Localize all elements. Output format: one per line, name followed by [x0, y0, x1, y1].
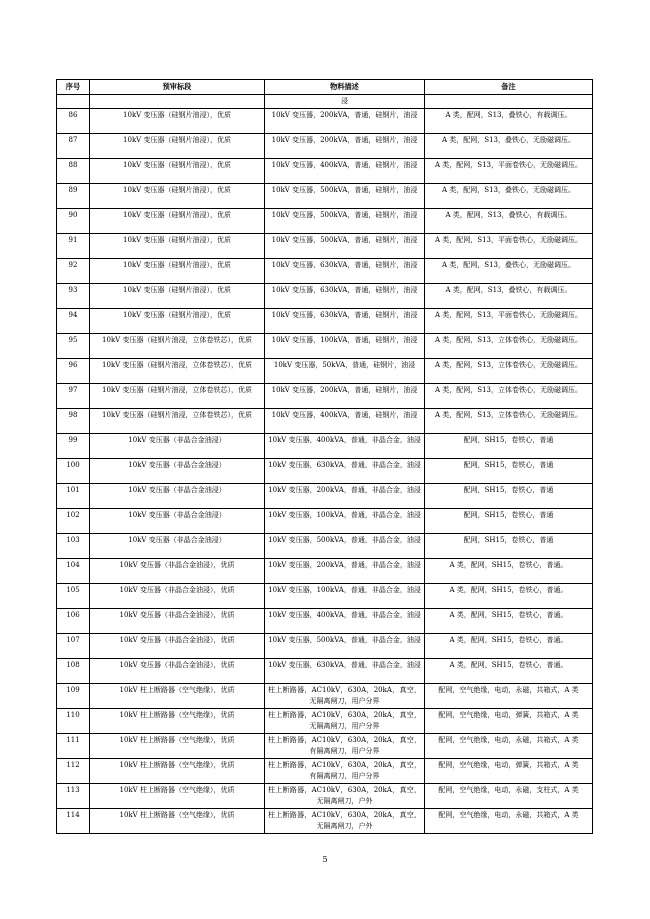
cell-prequal-section: 10kV 变压器（非晶合金油浸） [90, 458, 265, 483]
cell-serial-number: 100 [57, 458, 90, 483]
cell-serial-number: 95 [57, 333, 90, 358]
cell-remarks: 配网，SH15，卷铁心，普通 [425, 458, 593, 483]
cell-serial-number: 103 [57, 533, 90, 558]
cell-serial-number: 86 [57, 108, 90, 133]
table-row [57, 333, 593, 358]
cell-serial-number: 98 [57, 408, 90, 433]
cell-material-description: 10kV 变压器，500kVA，普通，硅钢片，油浸 [265, 233, 425, 258]
table-row [57, 358, 593, 383]
cell-serial-number: 110 [57, 708, 90, 733]
cell-prequal-section: 10kV 变压器（硅钢片油浸），优质 [90, 283, 265, 308]
header-serial-number: 序号 [57, 80, 90, 95]
cell-prequal-section: 10kV 变压器（非晶合金油浸） [90, 533, 265, 558]
table-row [57, 733, 593, 758]
cell-prequal-section: 10kV 变压器（非晶合金油浸） [90, 508, 265, 533]
cell-serial-number: 111 [57, 733, 90, 758]
table-row [57, 683, 593, 708]
table-row [57, 508, 593, 533]
cell-serial-number: 92 [57, 258, 90, 283]
cell-remarks: A 类，配网，SH15，卷铁心，普通。 [425, 608, 593, 633]
table-body [57, 95, 593, 834]
table-row [57, 808, 593, 833]
cell-serial-number: 113 [57, 783, 90, 808]
cell-prequal-section: 10kV 变压器（非晶合金油浸） [90, 433, 265, 458]
cell-remarks: 配网，空气绝缘，电动，永磁，共箱式，A 类 [425, 808, 593, 833]
cell-serial-number: 96 [57, 358, 90, 383]
cell-material-description: 10kV 变压器，200kVA，普通，硅钢片，油浸 [265, 383, 425, 408]
cell-remarks: 配网，空气绝缘，电动，永磁，共箱式，A 类 [425, 683, 593, 708]
header-remarks: 备注 [425, 80, 593, 95]
cell-remarks: A 类，配网，S13，平面卷铁心，无励磁调压。 [425, 308, 593, 333]
cell-material-description: 10kV 变压器，100kVA，普通，非晶合金，油浸 [265, 583, 425, 608]
cell-material-description: 10kV 变压器，500kVA，普通，非晶合金，油浸 [265, 633, 425, 658]
cell-prequal-section: 10kV 变压器（硅钢片油浸），优质 [90, 133, 265, 158]
cell-serial-number: 101 [57, 483, 90, 508]
table-row [57, 308, 593, 333]
cell-prequal-section: 10kV 变压器（非晶合金油浸），优质 [90, 583, 265, 608]
cell-remarks: A 类，配网，S13，叠铁心，无励磁调压。 [425, 183, 593, 208]
table-row [57, 383, 593, 408]
cell-remarks [425, 95, 593, 109]
table-row [57, 258, 593, 283]
cell-remarks: 配网，空气绝缘，电动，永磁，共箱式，A 类 [425, 733, 593, 758]
cell-prequal-section: 10kV 变压器（硅钢片油浸），优质 [90, 183, 265, 208]
cell-prequal-section: 10kV 变压器（硅钢片油浸），优质 [90, 258, 265, 283]
cell-material-description: 10kV 变压器，100kVA，普通，硅钢片，油浸 [265, 333, 425, 358]
cell-prequal-section: 10kV 变压器（硅钢片油浸），优质 [90, 208, 265, 233]
cell-material-description: 10kV 变压器，400kVA，普通，硅钢片，油浸 [265, 408, 425, 433]
cell-prequal-section: 10kV 变压器（非晶合金油浸），优质 [90, 658, 265, 683]
cell-remarks: 配网，SH15，卷铁心，普通 [425, 533, 593, 558]
cell-material-description: 10kV 变压器，500kVA，普通，非晶合金，油浸 [265, 533, 425, 558]
cell-remarks: 配网，SH15，卷铁心，普通 [425, 433, 593, 458]
table-row [57, 408, 593, 433]
cell-prequal-section [90, 95, 265, 109]
cell-material-description: 10kV 变压器，630kVA，普通，非晶合金，油浸 [265, 658, 425, 683]
table-row [57, 433, 593, 458]
table-row [57, 108, 593, 133]
cell-prequal-section: 10kV 柱上断路器（空气绝缘），优质 [90, 683, 265, 708]
cell-remarks: A 类，配网，S13，叠铁心，有载调压。 [425, 108, 593, 133]
cell-serial-number: 107 [57, 633, 90, 658]
cell-prequal-section: 10kV 变压器（硅钢片油浸，立体卷铁芯），优质 [90, 358, 265, 383]
cell-serial-number: 91 [57, 233, 90, 258]
cell-material-description: 10kV 变压器，400kVA，普通，硅钢片，油浸 [265, 158, 425, 183]
cell-prequal-section: 10kV 变压器（非晶合金油浸），优质 [90, 633, 265, 658]
cell-remarks: A 类，配网，SH15，卷铁心，普通。 [425, 633, 593, 658]
cell-prequal-section: 10kV 柱上断路器（空气绝缘），优质 [90, 758, 265, 783]
table-header-row [57, 80, 593, 95]
cell-serial-number: 105 [57, 583, 90, 608]
cell-prequal-section: 10kV 变压器（硅钢片油浸，立体卷铁芯），优质 [90, 408, 265, 433]
cell-prequal-section: 10kV 柱上断路器（空气绝缘），优质 [90, 783, 265, 808]
table-row [57, 633, 593, 658]
cell-serial-number: 108 [57, 658, 90, 683]
cell-material-description: 10kV 变压器，630kVA，普通，硅钢片，油浸 [265, 258, 425, 283]
table-row [57, 783, 593, 808]
page-number: 5 [322, 855, 328, 864]
cell-material-description: 柱上断路器，AC10kV，630A，20kA，真空，有隔离闸刀，用户分界 [265, 758, 425, 783]
cell-remarks: A 类，配网，S13，立体卷铁心，无励磁调压。 [425, 408, 593, 433]
cell-remarks: A 类，配网，S13，叠铁心，无励磁调压。 [425, 133, 593, 158]
cell-serial-number: 102 [57, 508, 90, 533]
cell-serial-number: 88 [57, 158, 90, 183]
table-row [57, 583, 593, 608]
cell-material-description: 10kV 变压器，500kVA，普通，硅钢片，油浸 [265, 208, 425, 233]
table-row [57, 183, 593, 208]
cell-prequal-section: 10kV 变压器（非晶合金油浸） [90, 483, 265, 508]
cell-serial-number: 104 [57, 558, 90, 583]
cell-remarks: A 类，配网，S13，叠铁心，无励磁调压。 [425, 258, 593, 283]
cell-remarks: A 类，配网，S13，叠铁心，有载调压。 [425, 208, 593, 233]
table-row [57, 608, 593, 633]
cell-remarks: 配网，空气绝缘，电动，永磁，支柱式，A 类 [425, 783, 593, 808]
cell-remarks: A 类，配网，S13，立体卷铁心，无励磁调压。 [425, 383, 593, 408]
table-row [57, 133, 593, 158]
cell-prequal-section: 10kV 变压器（硅钢片油浸，立体卷铁芯），优质 [90, 333, 265, 358]
table-row [57, 658, 593, 683]
cell-remarks: A 类，配网，SH15，卷铁心，普通。 [425, 558, 593, 583]
cell-serial-number: 106 [57, 608, 90, 633]
cell-material-description: 10kV 变压器，200kVA，普通，非晶合金，油浸 [265, 558, 425, 583]
cell-material-description: 10kV 变压器，630kVA，普通，硅钢片，油浸 [265, 308, 425, 333]
cell-serial-number [57, 95, 90, 109]
cell-prequal-section: 10kV 变压器（非晶合金油浸），优质 [90, 608, 265, 633]
cell-remarks: 配网，SH15，卷铁心，普通 [425, 508, 593, 533]
cell-serial-number: 112 [57, 758, 90, 783]
cell-material-description: 10kV 变压器，200kVA，普通，非晶合金，油浸 [265, 483, 425, 508]
cell-serial-number: 94 [57, 308, 90, 333]
cell-material-description: 10kV 变压器，100kVA，普通，非晶合金，油浸 [265, 508, 425, 533]
table-row [57, 458, 593, 483]
cell-prequal-section: 10kV 柱上断路器（空气绝缘），优质 [90, 733, 265, 758]
cell-serial-number: 87 [57, 133, 90, 158]
cell-remarks: A 类，配网，S13，平面卷铁心，无励磁调压。 [425, 233, 593, 258]
table-row [57, 533, 593, 558]
cell-prequal-section: 10kV 变压器（硅钢片油浸，立体卷铁芯），优质 [90, 383, 265, 408]
cell-serial-number: 93 [57, 283, 90, 308]
cell-material-description: 10kV 变压器，50kVA，普通，硅钢片，油浸 [265, 358, 425, 383]
cell-remarks: 配网，SH15，卷铁心，普通 [425, 483, 593, 508]
cell-remarks: A 类，配网，S13，平面卷铁心，无励磁调压。 [425, 158, 593, 183]
table-row [57, 708, 593, 733]
header-material-description: 物料描述 [265, 80, 425, 95]
cell-serial-number: 99 [57, 433, 90, 458]
cell-material-description: 10kV 变压器，630kVA，普通，非晶合金，油浸 [265, 458, 425, 483]
table-row [57, 558, 593, 583]
cell-serial-number: 89 [57, 183, 90, 208]
cell-prequal-section: 10kV 变压器（硅钢片油浸），优质 [90, 308, 265, 333]
table-row [57, 158, 593, 183]
cell-serial-number: 97 [57, 383, 90, 408]
cell-material-description: 10kV 变压器，200kVA，普通，硅钢片，油浸 [265, 133, 425, 158]
cell-prequal-section: 10kV 变压器（硅钢片油浸），优质 [90, 108, 265, 133]
cell-material-description: 10kV 变压器，200kVA，普通，硅钢片，油浸 [265, 108, 425, 133]
table-row [57, 208, 593, 233]
cell-material-description: 浸 [265, 95, 425, 109]
cell-material-description: 柱上断路器，AC10kV，630A，20kA，真空，无隔离闸刀，户外 [265, 783, 425, 808]
cell-material-description: 柱上断路器，AC10kV，630A，20kA，真空，无隔离闸刀，用户分界 [265, 683, 425, 708]
cell-material-description: 柱上断路器，AC10kV，630A，20kA，真空，无隔离闸刀，用户分界 [265, 708, 425, 733]
cell-prequal-section: 10kV 变压器（硅钢片油浸），优质 [90, 158, 265, 183]
cell-remarks: 配网，空气绝缘，电动，弹簧，共箱式，A 类 [425, 708, 593, 733]
cell-material-description: 10kV 变压器，500kVA，普通，硅钢片，油浸 [265, 183, 425, 208]
header-prequal-section: 预审标段 [90, 80, 265, 95]
cell-material-description: 10kV 变压器，400kVA，普通，非晶合金，油浸 [265, 608, 425, 633]
cell-remarks: A 类，配网，SH15，卷铁心，普通。 [425, 583, 593, 608]
cell-serial-number: 109 [57, 683, 90, 708]
material-table [56, 79, 593, 834]
table-row [57, 283, 593, 308]
cell-remarks: 配网，空气绝缘，电动，弹簧，共箱式，A 类 [425, 758, 593, 783]
table-row [57, 758, 593, 783]
table-row [57, 483, 593, 508]
cell-prequal-section: 10kV 柱上断路器（空气绝缘），优质 [90, 808, 265, 833]
cell-prequal-section: 10kV 变压器（非晶合金油浸），优质 [90, 558, 265, 583]
page-sheet [56, 79, 592, 834]
cell-material-description: 10kV 变压器，400kVA，普通，非晶合金，油浸 [265, 433, 425, 458]
cell-prequal-section: 10kV 柱上断路器（空气绝缘），优质 [90, 708, 265, 733]
table-row [57, 233, 593, 258]
cell-prequal-section: 10kV 变压器（硅钢片油浸），优质 [90, 233, 265, 258]
cell-serial-number: 114 [57, 808, 90, 833]
cell-remarks: A 类，配网，S13，立体卷铁心，无励磁调压。 [425, 358, 593, 383]
continuation-row [57, 95, 593, 109]
cell-remarks: A 类，配网，S13，立体卷铁心，无励磁调压。 [425, 333, 593, 358]
cell-remarks: A 类，配网，S13，叠铁心，有载调压。 [425, 283, 593, 308]
cell-material-description: 柱上断路器，AC10kV，630A，20kA，真空，有隔离闸刀，用户分界 [265, 733, 425, 758]
cell-material-description: 10kV 变压器，630kVA，普通，硅钢片，油浸 [265, 283, 425, 308]
cell-serial-number: 90 [57, 208, 90, 233]
cell-material-description: 柱上断路器，AC10kV，630A，20kA，真空，无隔离闸刀，户外 [265, 808, 425, 833]
cell-remarks: A 类，配网，SH15，卷铁心，普通。 [425, 658, 593, 683]
